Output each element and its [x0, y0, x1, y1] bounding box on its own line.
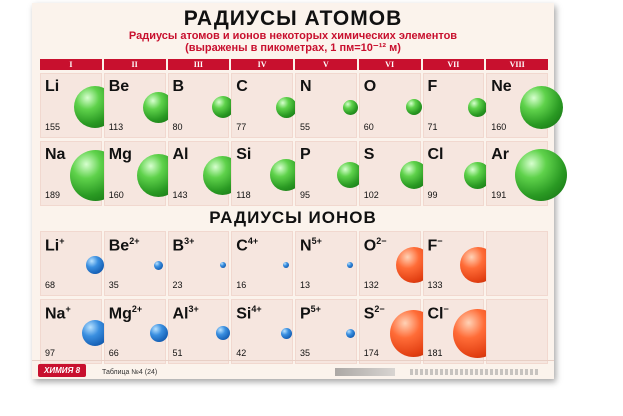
ion-element: O — [363, 237, 377, 255]
group-label: II — [104, 59, 166, 70]
cation-sphere — [220, 262, 226, 268]
ion-charge: 3+ — [188, 304, 199, 314]
ion-element: B — [172, 237, 185, 255]
ion-cell-c — [231, 231, 293, 296]
poster — [32, 3, 554, 379]
atom-cell-n — [295, 73, 357, 138]
ion-symbol — [428, 304, 449, 323]
element-symbol: Cl — [427, 146, 444, 163]
ion-element: N — [300, 237, 312, 255]
ion-charge: 2− — [376, 236, 387, 246]
radius-value: 80 — [172, 122, 183, 132]
atom-cell-p — [295, 141, 357, 206]
radius-value: 16 — [236, 280, 247, 290]
ion-symbol — [173, 304, 199, 323]
atom-cell-ar — [486, 141, 548, 206]
radius-value: 132 — [363, 280, 379, 290]
radius-value: 191 — [491, 190, 507, 200]
radius-value: 66 — [108, 348, 119, 358]
element-symbol: P — [300, 146, 311, 163]
ion-cell-s — [359, 299, 421, 364]
ion-element: Mg — [108, 305, 132, 323]
ion-cell-be — [104, 231, 166, 296]
ion-element: Be — [108, 237, 130, 255]
footer — [32, 360, 554, 379]
cation-sphere — [150, 324, 168, 342]
group-label: IV — [231, 59, 293, 70]
ion-element: Si — [236, 305, 252, 323]
ion-symbol — [364, 304, 385, 323]
ion-symbol — [428, 236, 443, 255]
atom-sphere — [515, 149, 567, 201]
ion-element: Cl — [427, 305, 444, 323]
ion-element: Al — [172, 305, 189, 323]
ion-charge: − — [437, 236, 443, 246]
ion-element: Li — [45, 237, 60, 255]
group-label: VII — [423, 59, 485, 70]
element-symbol: F — [427, 78, 438, 95]
radius-value: 55 — [300, 122, 311, 132]
ion-symbol — [236, 304, 261, 323]
atom-sphere — [276, 97, 297, 118]
radius-value: 35 — [300, 348, 311, 358]
ion-cell-cl — [423, 299, 485, 364]
ion-charge: 4+ — [251, 304, 262, 314]
ion-symbol — [236, 236, 258, 255]
radius-value: 160 — [491, 122, 507, 132]
cation-sphere — [216, 326, 230, 340]
radius-value: 189 — [45, 190, 61, 200]
element-symbol: Li — [45, 78, 60, 95]
cation-sphere — [281, 328, 292, 339]
group-label: I — [40, 59, 102, 70]
ion-symbol — [364, 236, 387, 255]
radius-value: 118 — [236, 190, 251, 200]
atom-sphere — [520, 86, 563, 129]
publisher-logo — [335, 368, 395, 376]
radius-value: 77 — [236, 122, 247, 132]
radius-value: 35 — [108, 280, 119, 290]
radius-value: 68 — [45, 280, 56, 290]
radius-value: 102 — [363, 190, 379, 200]
ion-symbol — [109, 304, 142, 323]
ion-element: C — [236, 237, 248, 255]
cation-sphere — [347, 262, 353, 268]
element-symbol: Mg — [108, 146, 132, 163]
publisher-fine-print — [410, 369, 540, 375]
empty-cell — [486, 299, 548, 364]
ion-charge: 5+ — [311, 236, 322, 246]
group-label: V — [295, 59, 357, 70]
ion-cell-o — [359, 231, 421, 296]
table-number: Таблица №4 (24) — [102, 369, 158, 376]
ion-charge: + — [59, 236, 65, 246]
ion-charge: 3+ — [184, 236, 195, 246]
page-title: РАДИУСЫ АТОМОВ — [183, 7, 403, 30]
atom-sphere — [406, 99, 422, 115]
element-symbol: Be — [108, 78, 130, 95]
element-symbol: Al — [172, 146, 189, 163]
ion-radius-grid — [40, 231, 548, 364]
radius-value: 155 — [45, 122, 61, 132]
radius-value: 60 — [363, 122, 374, 132]
atom-cell-ne — [486, 73, 548, 138]
atom-radius-grid — [40, 73, 548, 206]
ion-cell-b — [168, 231, 230, 296]
radius-value: 95 — [300, 190, 311, 200]
ion-symbol — [45, 304, 71, 323]
ion-cell-mg — [104, 299, 166, 364]
element-symbol: N — [300, 78, 312, 95]
element-symbol: O — [363, 78, 377, 95]
radius-value: 174 — [363, 348, 379, 358]
radius-value: 13 — [300, 280, 311, 290]
element-symbol: Na — [45, 146, 66, 163]
cation-sphere — [283, 262, 289, 268]
atom-cell-be — [104, 73, 166, 138]
atom-cell-si — [231, 141, 293, 206]
atom-cell-al — [168, 141, 230, 206]
cation-sphere — [154, 261, 163, 270]
atom-cell-li — [40, 73, 102, 138]
radius-value: 181 — [427, 348, 443, 358]
group-label: VIII — [486, 59, 548, 70]
ion-cell-si — [231, 299, 293, 364]
ion-symbol — [300, 304, 321, 323]
ion-symbol — [109, 236, 140, 255]
ion-charge: 2+ — [131, 304, 143, 314]
ion-cell-li — [40, 231, 102, 296]
ion-charge: 2+ — [129, 236, 140, 246]
radius-value: 97 — [45, 348, 56, 358]
radius-value: 51 — [172, 348, 183, 358]
radius-value: 99 — [427, 190, 438, 200]
ion-charge: − — [443, 304, 449, 314]
radius-value: 133 — [427, 280, 443, 290]
group-header-row — [40, 59, 548, 70]
ion-cell-al — [168, 299, 230, 364]
element-symbol: Ar — [491, 146, 510, 163]
ion-symbol — [173, 236, 195, 255]
radius-value: 143 — [172, 190, 188, 200]
element-symbol: Ne — [491, 78, 512, 95]
ion-cell-n — [295, 231, 357, 296]
element-symbol: B — [172, 78, 185, 95]
subtitle-line-2: (выражены в пикометрах, 1 пм=10⁻¹² м) — [185, 42, 401, 54]
ion-cell-p — [295, 299, 357, 364]
radius-value: 42 — [236, 348, 247, 358]
radius-value: 23 — [172, 280, 183, 290]
atom-sphere — [468, 98, 487, 117]
atom-cell-s — [359, 141, 421, 206]
ion-symbol — [45, 236, 64, 255]
radius-value: 160 — [108, 190, 124, 200]
empty-cell — [486, 231, 548, 296]
subtitle-line-1: Радиусы атомов и ионов некоторых химических элементов — [128, 30, 458, 42]
atom-cell-cl — [423, 141, 485, 206]
ion-element: P — [300, 305, 311, 323]
ion-charge: 2− — [374, 304, 385, 314]
atom-sphere — [343, 100, 358, 115]
cation-sphere — [86, 256, 104, 274]
ion-charge: 5+ — [310, 304, 321, 314]
element-symbol: S — [363, 146, 375, 163]
ion-element: F — [427, 237, 438, 255]
atom-cell-o — [359, 73, 421, 138]
radius-value: 71 — [427, 122, 438, 132]
atom-cell-mg — [104, 141, 166, 206]
atom-sphere — [212, 96, 234, 118]
ion-charge: + — [65, 304, 71, 314]
element-symbol: Si — [236, 146, 252, 163]
cation-sphere — [346, 329, 355, 338]
ion-cell-na — [40, 299, 102, 364]
atom-cell-b — [168, 73, 230, 138]
subtitle — [32, 30, 554, 54]
atom-cell-f — [423, 73, 485, 138]
ion-element: Na — [45, 305, 66, 323]
subject-badge: ХИМИЯ 8 — [38, 364, 86, 377]
ions-title: РАДИУСЫ ИОНОВ — [209, 208, 377, 227]
ion-cell-f — [423, 231, 485, 296]
group-label: III — [168, 59, 230, 70]
radius-value: 113 — [108, 122, 124, 132]
element-symbol: C — [236, 78, 248, 95]
ion-charge: 4+ — [247, 236, 259, 246]
ion-symbol — [300, 236, 322, 255]
atom-cell-c — [231, 73, 293, 138]
atom-cell-na — [40, 141, 102, 206]
ion-element: S — [363, 305, 375, 323]
group-label: VI — [359, 59, 421, 70]
